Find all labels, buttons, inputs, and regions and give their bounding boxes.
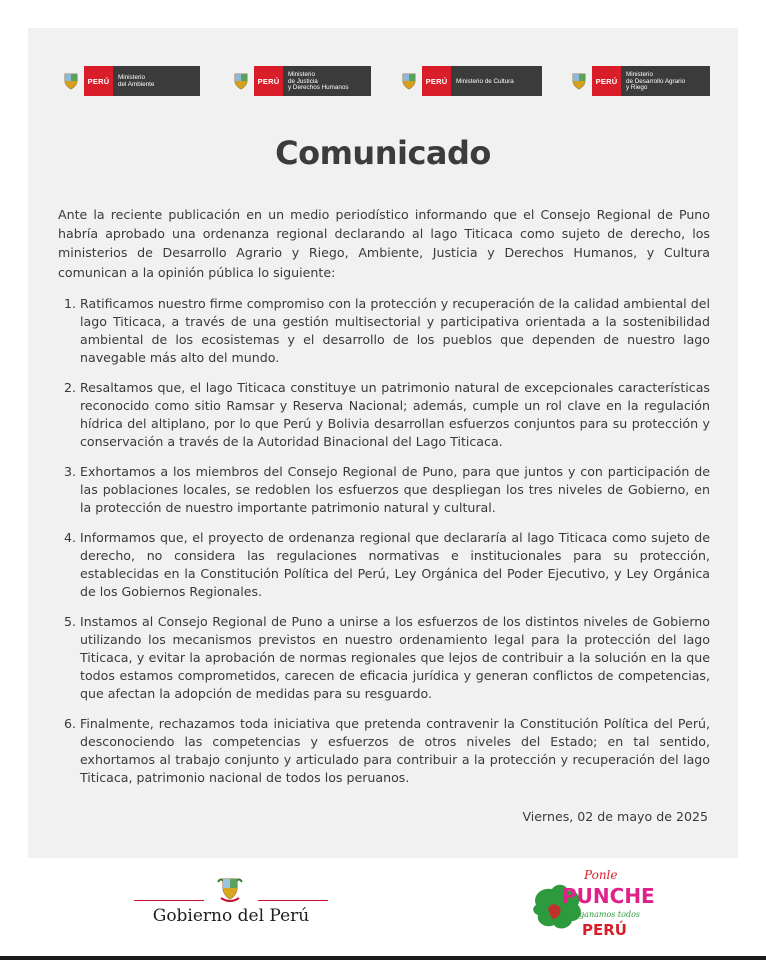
gobierno-label: Gobierno del Perú	[152, 906, 310, 926]
item-number: 1.	[64, 296, 77, 311]
list-item	[58, 295, 710, 367]
logo-ministerio-desarrollo-agrario	[566, 66, 710, 96]
ministry-name	[283, 66, 371, 96]
ministry-line: de Desarrollo Agrario	[626, 77, 686, 85]
item-text: Informamos que, el proyecto de ordenanza regional que declararía al lago Titicaca como sujeto de derecho, no considera las regulaciones normativas e institucionales para su protección, establecidas en la Constitución Política del Perú, Ley Orgánica del Poder Ejecutivo, y Ley Orgánica de los Gobiernos Regionales.	[80, 530, 710, 599]
divider	[258, 900, 328, 901]
punche-sub: y ganamos todos	[572, 910, 640, 919]
item-text: Instamos al Consejo Regional de Puno a unirse a los esfuerzos de los distintos niveles de Gobierno utilizando los mecanismos previstos en nuestro ordenamiento legal para la protección del lago Titicaca, y evitar la aprobación de normas regionales que lejos de contribuir a la solución en la que todos estamos comprometidos, carecen de eficacia jurídica y generan conflictos de competencias, que afectan la adopción de medidas para su resguardo.	[80, 614, 710, 701]
item-text: Exhortamos a los miembros del Consejo Regional de Puno, para que juntos y con participación de las poblaciones locales, se redoblen los esfuerzos que despliegan los tres niveles de Gobierno, en la protección de nuestro importante patrimonio natural y cultural.	[80, 464, 710, 515]
punche-bottom: PERÚ	[582, 921, 627, 939]
ministry-name	[451, 66, 542, 96]
item-number: 3.	[64, 464, 77, 479]
ministry-name	[621, 66, 710, 96]
peru-label: PERÚ	[254, 66, 283, 96]
list-item	[58, 379, 710, 451]
peru-label: PERÚ	[592, 66, 621, 96]
list-item	[58, 613, 710, 703]
item-number: 2.	[64, 380, 77, 395]
logo-ministerio-cultura	[396, 66, 542, 96]
ministry-line: de Justicia	[288, 77, 318, 85]
logo-ministerio-justicia	[228, 66, 371, 96]
divider	[134, 900, 204, 901]
punche-main: PUNCHE	[562, 884, 655, 908]
item-number: 5.	[64, 614, 77, 629]
list-item	[58, 715, 710, 787]
bottom-bar	[0, 956, 766, 960]
peru-label: PERÚ	[84, 66, 113, 96]
punche-top: Ponle	[584, 868, 618, 882]
peru-label: PERÚ	[422, 66, 451, 96]
peru-coat-of-arms-icon	[228, 66, 254, 96]
peru-coat-of-arms-icon	[215, 876, 245, 908]
ministry-line: y Riego	[626, 84, 648, 92]
ministry-line: y Derechos Humanos	[288, 84, 349, 92]
peru-coat-of-arms-icon	[396, 66, 422, 96]
statement-list	[58, 295, 710, 799]
list-item	[58, 529, 710, 601]
page-title: Comunicado	[275, 134, 491, 172]
peru-coat-of-arms-icon	[58, 66, 84, 96]
ministry-logos	[58, 66, 710, 96]
item-text: Finalmente, rechazamos toda iniciativa que pretenda contravenir la Constitución Política del Perú, desconociendo las competencias y esfuerzos de otros niveles del Estado; en tal sentido, exhortamos al trabajo conjunto y articulado para contribuir a la protección y recuperación del lago Titicaca, patrimonio nacional de todos los peruanos.	[80, 716, 710, 785]
ministry-line: Ministerio	[626, 71, 653, 79]
logo-ministerio-ambiente	[58, 66, 200, 96]
item-number: 6.	[64, 716, 77, 731]
document-date: Viernes, 02 de mayo de 2025	[522, 809, 708, 824]
ministry-line: Ministerio de Cultura	[456, 77, 514, 85]
item-number: 4.	[64, 530, 77, 545]
ministry-line: Ministerio	[288, 71, 315, 79]
ministry-line: del Ambiente	[118, 81, 155, 88]
intro-paragraph: Ante la reciente publicación en un medio periodístico informando que el Consejo Regional de Puno habría aprobado una ordenanza regional declarando al lago Titicaca como sujeto de derecho, los ministerios de Desarrollo Agrario y Riego, Ambiente, Justicia y Derechos Humanos, y Cultura comunican a la opinión pública lo siguiente:	[58, 207, 710, 280]
item-text: Resaltamos que, el lago Titicaca constituye un patrimonio natural de excepcionales características reconocido como sitio Ramsar y Reserva Nacional; además, cumple un rol clave en la regulación hídrica del altiplano, por lo que Perú y Bolivia desarrollan esfuerzos conjuntos para su protección y conservación a través de la Autoridad Binacional del Lago Titicaca.	[80, 380, 710, 449]
ministry-name	[113, 66, 200, 96]
ponle-punche-logo	[528, 865, 655, 945]
list-item	[58, 463, 710, 517]
gobierno-del-peru-logo	[134, 876, 328, 928]
peru-coat-of-arms-icon	[566, 66, 592, 96]
item-text: Ratificamos nuestro firme compromiso con la protección y recuperación de la calidad ambiental del lago Titicaca, a través de una gestión multisectorial y participativa orientada a la sostenibilidad ambiental de los ecosistemas y el desarrollo de los pueblos que dependen de nuestro lago navegable más alto del mundo.	[80, 296, 710, 365]
communique-card	[28, 28, 738, 858]
ministry-line: Ministerio	[118, 74, 145, 82]
